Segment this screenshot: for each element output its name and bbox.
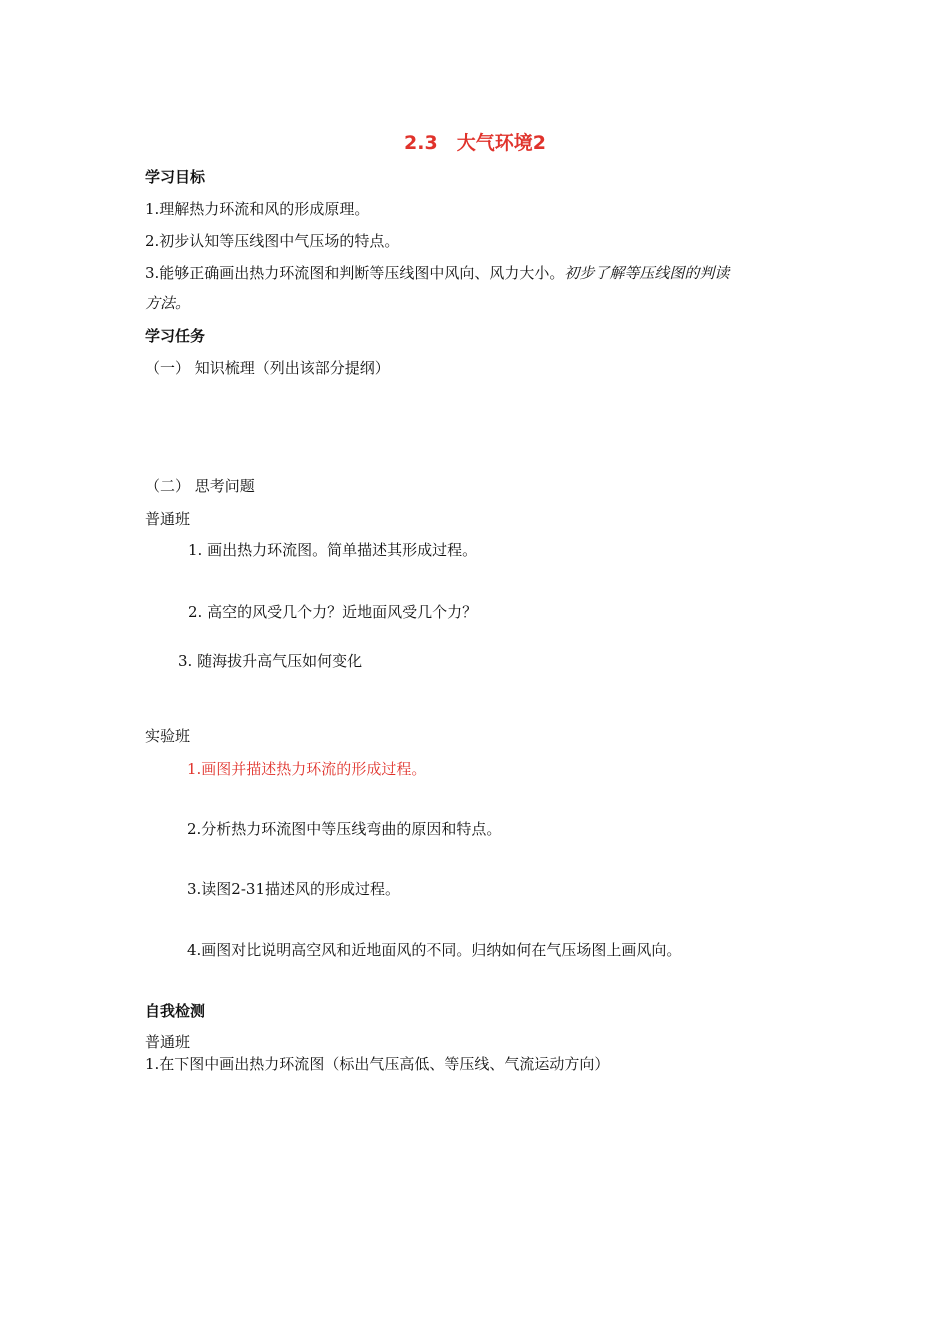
objective-item-3-continuation: 方法。	[145, 294, 191, 312]
experimental-question-1: 1.画图并描述热力环流的形成过程。	[187, 760, 427, 778]
regular-question-1: 1. 画出热力环流图。简单描述其形成过程。	[188, 541, 478, 559]
objective-item-3-text: 3.能够正确画出热力环流图和判断等压线图中风向、风力大小。	[145, 264, 565, 282]
regular-class-label: 普通班	[145, 510, 191, 528]
self-check-class-label: 普通班	[145, 1033, 191, 1051]
page-title: 2.3 大气环境2	[404, 132, 546, 154]
objectives-heading: 学习目标	[145, 168, 206, 186]
experimental-question-3: 3.读图2-31描述风的形成过程。	[187, 880, 401, 898]
regular-question-2: 2. 高空的风受几个力？近地面风受几个力？	[188, 603, 478, 621]
experimental-question-4: 4.画图对比说明高空风和近地面风的不同。归纳如何在气压场图上画风向。	[187, 941, 682, 959]
experimental-class-label: 实验班	[145, 727, 191, 745]
knowledge-outline-label: （一） 知识梳理（列出该部分提纲）	[145, 359, 390, 377]
self-check-heading: 自我检测	[145, 1002, 206, 1020]
tasks-heading: 学习任务	[145, 327, 206, 345]
objective-item-3	[145, 263, 729, 283]
objective-item-1: 1.理解热力环流和风的形成原理。	[145, 200, 370, 218]
thinking-questions-label: （二） 思考问题	[145, 477, 255, 495]
regular-question-3: 3. 随海拔升高气压如何变化	[178, 652, 363, 670]
self-check-question-1: 1.在下图中画出热力环流图（标出气压高低、等压线、气流运动方向）	[145, 1055, 610, 1073]
objective-item-3-italic: 初步了解等压线图的判读	[564, 264, 730, 282]
experimental-question-2: 2.分析热力环流图中等压线弯曲的原因和特点。	[187, 820, 502, 838]
objective-item-2: 2.初步认知等压线图中气压场的特点。	[145, 232, 400, 250]
